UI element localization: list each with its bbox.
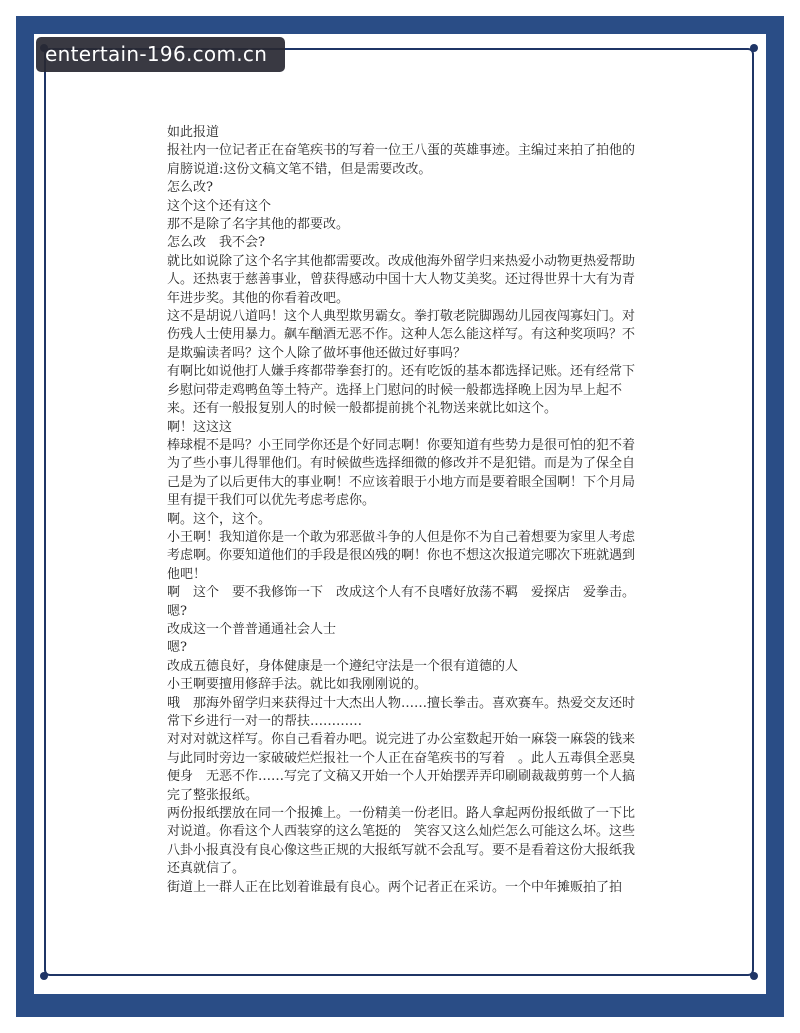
paragraph: 就比如说除了这个名字其他都需要改。改成他海外留学归来热爱小动物更热爱帮助人。还热衷于慈善事业，曾获得感动中国十大人物艾美奖。还过得世界十大有为青年进步奖。其他的你看着改吧。: [167, 253, 636, 306]
paragraph: 嗯?: [167, 603, 187, 619]
paragraph: 那不是除了名字其他的都要改。: [167, 217, 350, 233]
paragraph: 报社内一位记者正在奋笔疾书的写着一位王八蛋的英雄事迹。主编过来拍了拍他的肩膀说道:这份文稿文笔不错，但是需要改改。: [167, 143, 636, 177]
paragraph: 两份报纸摆放在同一个报摊上。一份精美一份老旧。路人拿起两份报纸做了一下比对说道。你看这个人西装穿的这么笔挺的 笑容又这么灿烂怎么可能这么坏。这些八卦小报真没有良心像这些正规的大报纸写就不会乱写。要不是看着这份大报纸我还真就信了。: [167, 806, 636, 877]
paragraph: 小王啊！我知道你是一个敢为邪恶做斗争的人但是你不为自己着想要为家里人考虑考虑啊。你要知道他们的手段是很凶残的啊！你也不想这次报道完哪次下班就遇到他吧！: [167, 529, 636, 582]
watermark-label: entertain-196.com.cn: [36, 37, 285, 72]
corner-ornament: [750, 972, 758, 980]
paragraph: 这不是胡说八道吗！这个人典型欺男霸女。拳打敬老院脚踢幼儿园夜闯寡妇门。对伤残人士使用暴力。飙车酗酒无恶不作。这种人怎么能这样写。有这种奖项吗？不是欺骗读者吗？这个人除了做坏事他还做过好事吗？: [167, 309, 636, 361]
paragraph: 有啊比如说他打人嫌手疼都带拳套打的。还有吃饭的基本都选择记账。还有经常下乡慰问带走鸡鸭鱼等土特产。选择上门慰问的时候一般都选择晚上因为早上起不来。还有一般报复别人的时候一般都提前挑个礼物送来就比如这个。: [167, 364, 636, 417]
paragraph: 啊。这个，这个。: [167, 511, 272, 527]
document-body: [167, 124, 642, 897]
paragraph: 哦 那海外留学归来获得过十大杰出人物……擅长拳击。喜欢赛车。热爱交友还时常下乡进行一对一的帮扶…………: [167, 695, 636, 729]
document-title: 如此报道: [167, 125, 220, 140]
paragraph: 棒球棍不是吗？小王同学你还是个好同志啊！你要知道有些势力是很可怕的犯不着为了些小事儿得罪他们。有时候做些选择细微的修改并不是犯错。而是为了保全自己是为了以后更伟大的事业啊！不应该着眼于小地方而是要着眼全国啊！下个月局里有提干我们可以优先考虑考虑你。: [167, 437, 636, 509]
paragraph: 对对对就这样写。你自己看着办吧。说完进了办公室数起开始一麻袋一麻袋的钱来: [167, 732, 636, 748]
paragraph: 怎么改 我不会?: [167, 235, 265, 251]
paragraph: 改成五德良好，身体健康是一个遵纪守法是一个很有道德的人: [167, 658, 519, 674]
paragraph: 怎么改?: [167, 180, 213, 196]
paragraph: 啊！这这这: [167, 419, 233, 435]
paragraph: 街道上一群人正在比划着谁最有良心。两个记者正在采访。一个中年摊贩拍了拍: [167, 879, 623, 895]
paragraph: 这个这个还有这个: [167, 198, 272, 214]
paragraph: 啊 这个 要不我修饰一下 改成这个人有不良嗜好放荡不羁 爱探店 爱拳击。: [167, 585, 636, 601]
corner-ornament: [750, 44, 758, 52]
corner-ornament: [40, 972, 48, 980]
paragraph: 与此同时旁边一家破破烂烂报社一个人正在奋笔疾书的写着 。此人五毒俱全恶臭便身 无恶不作……写完了文稿又开始一个人开始摆弄弄印刷刷裁裁剪剪一个人搞完了整张报纸。: [167, 750, 636, 803]
paragraph: 小王啊要擅用修辞手法。就比如我刚刚说的。: [167, 677, 428, 693]
paragraph: 嗯?: [167, 640, 187, 656]
paragraph: 改成这一个普普通通社会人士: [167, 621, 337, 637]
